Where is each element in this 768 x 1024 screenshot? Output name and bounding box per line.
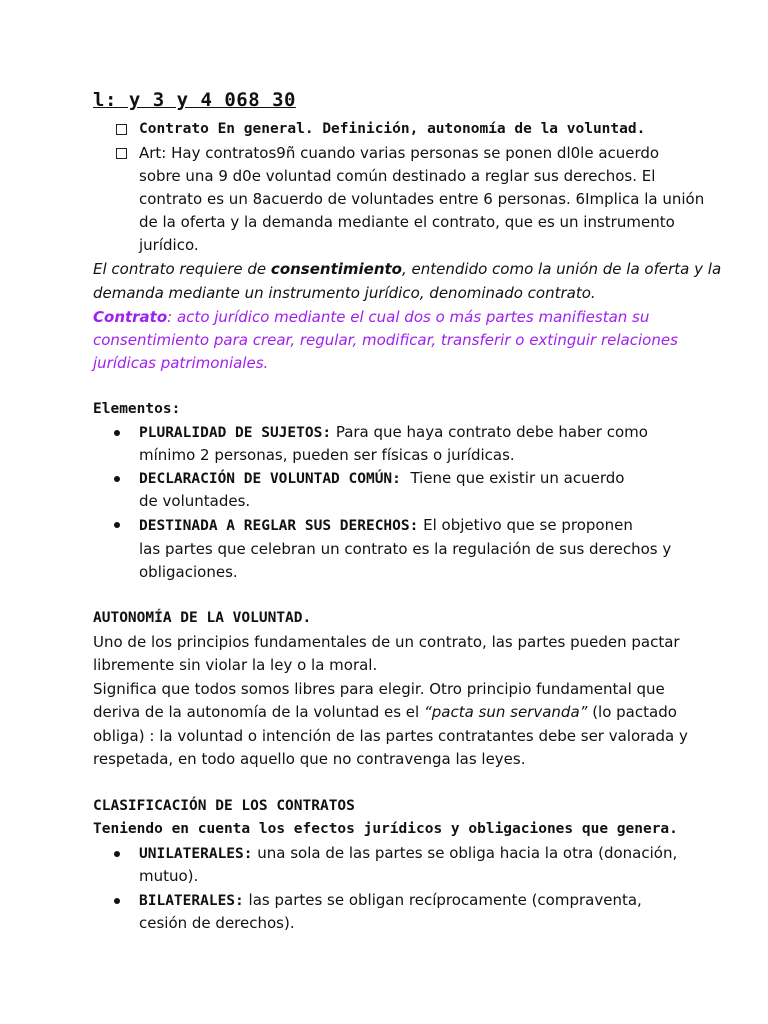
autonomy-line: deriva de la autonomía de la voluntad es el “pacta sun servanda” (lo pactado <box>93 703 677 721</box>
classification-item-line: UNILATERALES: una sola de las partes se obliga hacia la otra (donación, <box>139 844 678 862</box>
checklist-item-line: de la oferta y la demanda mediante el contrato, que es un instrumento <box>139 213 675 231</box>
document-heading: l: y 3 y 4 068 30 <box>93 89 296 111</box>
checkbox-icon[interactable] <box>116 148 127 159</box>
definition-line: Contrato: acto jurídico mediante el cual dos o más partes manifiestan su <box>93 308 650 326</box>
definition-line: consentimiento para crear, regular, modificar, transferir o extinguir relaciones <box>93 331 678 349</box>
classification-item-line: mutuo). <box>139 867 199 885</box>
latin-phrase: “pacta sun servanda” <box>423 703 588 721</box>
elements-heading: Elementos: <box>93 401 181 417</box>
checklist-item-line: contrato es un 8acuerdo de voluntades entre 6 personas. 6Implica la unión <box>139 190 705 208</box>
consent-paragraph-line: El contrato requiere de consentimiento, entendido como la unión de la oferta y la <box>93 260 722 278</box>
bullet-icon <box>114 430 120 436</box>
checklist-item-line: jurídico. <box>139 236 199 254</box>
checklist-item-line: sobre una 9 d0e voluntad común destinado a reglar sus derechos. El <box>139 167 656 185</box>
consent-paragraph-line: demanda mediante un instrumento jurídico, denominado contrato. <box>93 284 596 302</box>
checklist-item-line: Art: Hay contratos9ñ cuando varias personas se ponen dl0le acuerdo <box>139 144 660 162</box>
autonomy-line: obliga) : la voluntad o intención de las partes contratantes debe ser valorada y <box>93 727 688 745</box>
classification-item-line: BILATERALES: las partes se obligan recíprocamente (compraventa, <box>139 891 642 909</box>
autonomy-line: respetada, en todo aquello que no contravenga las leyes. <box>93 750 526 768</box>
bullet-icon <box>114 898 120 904</box>
bullet-icon <box>114 522 120 528</box>
element-item-line: de voluntades. <box>139 492 251 510</box>
element-item-line: DECLARACIÓN DE VOLUNTAD COMÚN: Tiene que existir un acuerdo <box>139 469 625 487</box>
bullet-icon <box>114 851 120 857</box>
checkbox-icon[interactable] <box>116 124 127 135</box>
consent-term: consentimiento <box>270 260 402 278</box>
autonomy-heading: AUTONOMÍA DE LA VOLUNTAD. <box>93 610 312 626</box>
autonomy-line: libremente sin violar la ley o la moral. <box>93 656 378 674</box>
checklist-item-title: Contrato En general. Definición, autonomía de la voluntad. <box>139 121 646 137</box>
element-item-line: PLURALIDAD DE SUJETOS: Para que haya contrato debe haber como <box>139 423 648 441</box>
definition-line: jurídicas patrimoniales. <box>93 354 269 372</box>
bullet-icon <box>114 476 120 482</box>
autonomy-line: Uno de los principios fundamentales de un contrato, las partes pueden pactar <box>93 633 680 651</box>
element-item-line: obligaciones. <box>139 563 238 581</box>
element-item-line: DESTINADA A REGLAR SUS DERECHOS: El objetivo que se proponen <box>139 516 633 534</box>
element-item-line: mínimo 2 personas, pueden ser físicas o jurídicas. <box>139 446 515 464</box>
autonomy-line: Significa que todos somos libres para elegir. Otro principio fundamental que <box>93 680 665 698</box>
classification-heading: CLASIFICACIÓN DE LOS CONTRATOS <box>93 798 355 814</box>
definition-term: Contrato <box>93 308 168 326</box>
classification-subheading: Teniendo en cuenta los efectos jurídicos y obligaciones que genera. <box>93 821 678 837</box>
classification-item-line: cesión de derechos). <box>139 914 295 932</box>
element-item-line: las partes que celebran un contrato es la regulación de sus derechos y <box>139 540 672 558</box>
